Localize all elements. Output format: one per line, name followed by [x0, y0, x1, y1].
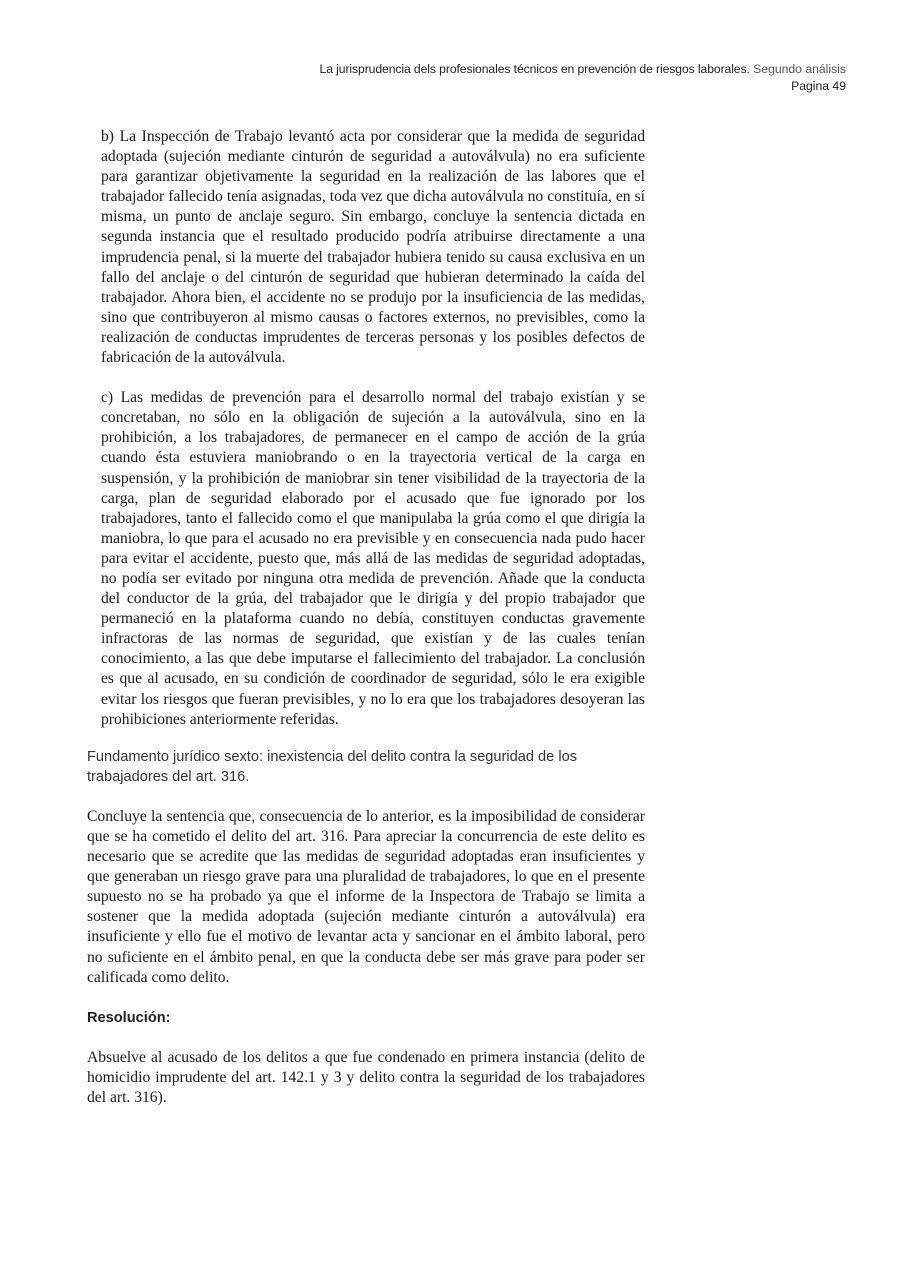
- paragraph-concluye: Concluye la sentencia que, consecuencia de lo anterior, es la imposibilidad de considerar que se ha cometido el delito del art. 316. Para apreciar la concurrencia de este delito es necesario que se acredite que las medidas de seguridad adoptadas eran insuficientes y que generaban un riesgo grave para una pluralidad de trabajadores, lo que en el presente supuesto no se ha probado ya que el informe de la Inspectora de Trabajo se limita a sostener que la medida adoptada (sujeción mediante cinturón a autoválvula) era insuficiente y ello fue el motivo de levantar acta y sancionar en el ámbito laboral, pero no suficiente en el ámbito penal, en que la conducta debe ser más grave para poder ser calificada como delito.: [87, 807, 645, 986]
- paragraph-absuelve: Absuelve al acusado de los delitos a que fue condenado en primera instancia (delito de homicidio imprudente del art. 142.1 y 3 y delito contra la seguridad de los trabajadores del art. 316).: [87, 1048, 645, 1107]
- paragraph-b: b) La Inspección de Trabajo levantó acta por considerar que la medida de seguridad adoptada (sujeción mediante cinturón de seguridad a autoválvula) no era suficiente para garantizar objetivamente la seguridad en la realización de las labores que el trabajador fallecido tenía asignadas, toda vez que dicha autoválvula no constituía, en sí misma, un punto de anclaje seguro. Sin embargo, concluye la sentencia dictada en segunda instancia que el resultado producido podría atribuirse directamente a una imprudencia penal, si la muerte del trabajador hubiera tenido su causa exclusiva en un fallo del anclaje o del cinturón de seguridad que hubieran determinado la caída del trabajador. Ahora bien, el accidente no se produjo por la insuficiencia de las medidas, sino que contribuyeron al mismo causas o factores externos, no previsibles, como la realización de conductas imprudentes de terceras personas y los posibles defectos de fabricación de la autoválvula.: [101, 128, 645, 367]
- spacer: [87, 787, 645, 807]
- header-subtitle: Segundo análisis: [753, 62, 846, 76]
- header-title-line: [320, 61, 846, 78]
- running-header: [320, 61, 846, 95]
- resolucion-heading: Resolución:: [87, 1009, 171, 1026]
- spacer: [87, 988, 645, 1008]
- header-title: La jurisprudencia dels profesionales técnicos en prevención de riesgos laborales.: [319, 62, 750, 76]
- spacer: [87, 368, 645, 388]
- page-body: [87, 127, 645, 1108]
- spacer: [87, 730, 645, 747]
- page-number: Pagina 49: [791, 79, 846, 93]
- paragraph-c: c) Las medidas de prevención para el desarrollo normal del trabajo existían y se concretaban, no sólo en la obligación de sujeción a la autoválvula, sino en la prohibición, a los trabajadores, de permanecer en el campo de acción de la grúa cuando ésta estuviera maniobrando o en la trayectoria vertical de la carga en suspensión, y la prohibición de maniobrar sin tener visibilidad de la trayectoria de la carga, plan de seguridad elaborado por el acusado que fue ignorado por los trabajadores, tanto el fallecido como el que manipulaba la grúa como el que dirigía la maniobra, lo que para el acusado no era previsible y en consecuencia nada pudo hacer para evitar el accidente, puesto que, más allá de las medidas de seguridad adoptadas, no podía ser evitado por ninguna otra medida de prevención. Añade que la conducta del conductor de la grúa, del trabajador que le dirigía y del propio trabajador que permaneció en la plataforma cuando no debía, constituyen conductas gravemente infractoras de las normas de seguridad, que existían y de las cuales tenían conocimiento, a las que debe imputarse el fallecimiento del trabajador. La conclusión es que al acusado, en su condición de coordinador de seguridad, sólo le era exigible evitar los riesgos que fueran previsibles, y no lo era que los trabajadores desoyeran las prohibiciones anteriormente referidas.: [101, 389, 645, 728]
- fundamento-heading: Fundamento jurídico sexto: inexistencia del delito contra la seguridad de los trabajadores del art. 316.: [87, 748, 577, 785]
- spacer: [87, 1028, 645, 1048]
